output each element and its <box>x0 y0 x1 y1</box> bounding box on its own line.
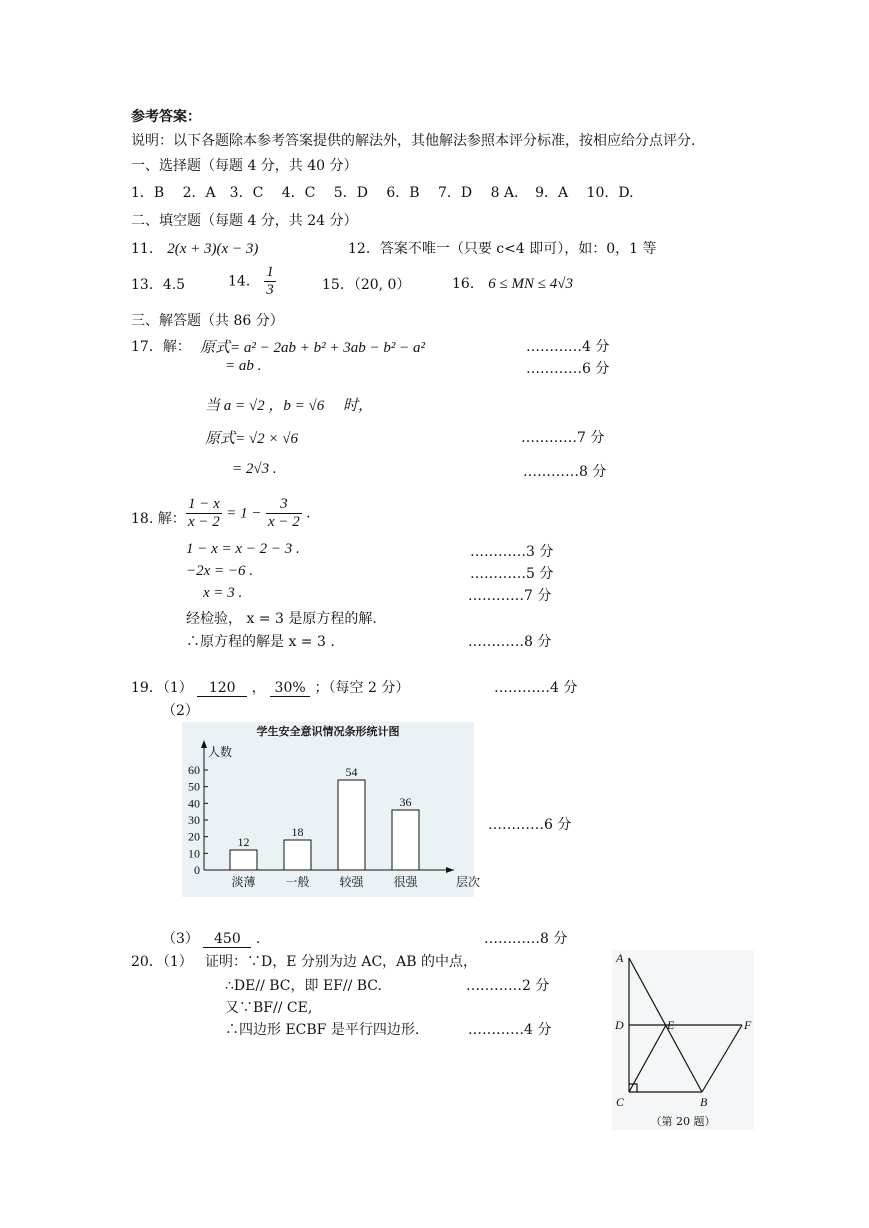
q11-number: 11． <box>131 241 163 257</box>
q13: 13．4.5 <box>131 277 186 293</box>
y-tick-label: 40 <box>188 796 200 811</box>
q17-line2-points: …………6 分 <box>526 361 610 377</box>
q14-fraction-denominator: 3 <box>266 282 274 298</box>
q20-line1: 证明：∵D，E 分别为边 AC，AB 的中点， <box>205 954 478 970</box>
bar <box>392 810 419 870</box>
q19-part1 <box>131 677 409 697</box>
q19-separator: ， <box>251 680 266 696</box>
q18-line2-points: …………3 分 <box>470 544 554 560</box>
y-tick-label: 50 <box>188 779 200 794</box>
q20-line4-points: …………4 分 <box>468 1022 552 1038</box>
q18-right-fraction <box>266 496 302 531</box>
bar-value-label: 12 <box>237 835 250 849</box>
point-label-c: C <box>616 1095 625 1109</box>
q17-line5: = 2√3 . <box>232 461 277 477</box>
x-axis-label: 层次 <box>456 875 481 889</box>
part2-title: 二、填空题（每题 4 分，共 24 分） <box>131 213 358 229</box>
point-label-a: A <box>616 951 624 965</box>
figure-caption: （第 20 题） <box>650 1115 716 1128</box>
x-tick-label: 较强 <box>339 875 364 889</box>
q18-left-denominator: x − 2 <box>188 514 220 530</box>
part1-title: 一、选择题（每题 4 分，共 40 分） <box>131 158 358 174</box>
q20-line2-points: …………2 分 <box>466 978 550 994</box>
q16-number: 16． <box>452 276 484 292</box>
q19-blank2: 30% <box>270 680 310 697</box>
q18-line6: ∴原方程的解是 x = 3 . <box>186 634 335 650</box>
q19-chart-points: …………6 分 <box>488 817 572 833</box>
point-label-e: E <box>667 1018 675 1032</box>
q16 <box>452 273 573 293</box>
bar-chart-svg <box>182 722 481 897</box>
q19-sub2-label: （2） <box>162 703 199 719</box>
answer-heading: 参考答案： <box>131 109 201 125</box>
q17-line3: 当 a = √2 ，b = √6 时， <box>205 398 373 414</box>
point-label-b: B <box>700 1095 708 1109</box>
y-tick-label: 10 <box>188 846 200 861</box>
q18-equation <box>186 496 311 531</box>
q18-right-denominator: x − 2 <box>267 514 300 530</box>
q18-line2: 1 − x = x − 2 − 3 . <box>186 541 300 557</box>
q14 <box>228 264 276 299</box>
q17-line4-points: …………7 分 <box>521 430 605 446</box>
q17-line4: 原式= √2 × √6 <box>205 431 298 447</box>
q20-label: 20．（1） <box>131 954 193 970</box>
q20-line3: 又∵BF// CE, <box>225 1000 313 1016</box>
q17-line1-points: …………4 分 <box>526 339 610 355</box>
q17-line2: = ab . <box>225 358 262 374</box>
q11 <box>131 238 258 258</box>
q18-right-numerator: 3 <box>266 496 302 514</box>
q19-label: 19．（1） <box>131 680 193 696</box>
chart-title: 学生安全意识情况条形统计图 <box>256 725 400 738</box>
q19-blank3: 450 <box>203 931 251 948</box>
bar <box>338 780 365 870</box>
q18-line6-points: …………8 分 <box>468 634 552 650</box>
q18-line5: 经检验， x = 3 是原方程的解. <box>186 611 377 627</box>
bar-value-label: 54 <box>345 765 358 779</box>
y-tick-label: 0 <box>194 863 200 877</box>
y-tick-label: 30 <box>188 813 200 827</box>
q17-line1: 原式= a² − 2ab + b² + 3ab − b² − a² <box>200 340 425 356</box>
q19-tail: ；（每空 2 分） <box>314 680 410 696</box>
q18-line3: −2x = −6 . <box>186 563 254 579</box>
q12: 12．答案不唯一（只要 c<4 即可），如：0，1 等 <box>348 241 657 257</box>
geometry-figure-svg <box>612 950 754 1130</box>
q11-answer: 2(x + 3)(x − 3) <box>167 241 259 257</box>
bar <box>230 850 257 870</box>
x-tick-label: 一般 <box>285 875 310 889</box>
y-axis-label: 人数 <box>208 745 233 759</box>
q18-label: 18. 解： <box>131 511 186 527</box>
q19-sub3-label: （3） <box>162 931 199 947</box>
segment-ce <box>629 1025 666 1092</box>
x-axis-arrow <box>446 867 454 873</box>
part1-answers: 1．B 2．A 3．C 4．C 5．D 6．B 7．D 8 A． 9．A 10．D. <box>131 185 634 201</box>
bar <box>284 840 311 870</box>
y-tick-label: 60 <box>188 763 200 777</box>
y-tick-label: 20 <box>188 829 200 844</box>
q18-left-fraction <box>186 496 222 531</box>
q18-equals: = 1 − <box>226 505 262 522</box>
y-axis-arrow <box>201 740 207 748</box>
q20-line4: ∴四边形 ECBF 是平行四边形. <box>225 1022 420 1038</box>
q20-line2: ∴DE// BC，即 EF// BC. <box>225 978 382 994</box>
point-label-f: F <box>744 1018 752 1032</box>
x-tick-label: 很强 <box>393 875 418 889</box>
q14-fraction <box>264 264 276 299</box>
point-label-d: D <box>615 1018 624 1032</box>
q17-label: 17．解： <box>131 339 191 355</box>
bar-chart <box>182 722 481 897</box>
q15: 15．（20, 0） <box>322 277 411 293</box>
q19-line1-points: …………4 分 <box>494 680 578 696</box>
q18-period: . <box>306 505 311 522</box>
x-tick-label: 淡薄 <box>231 875 256 889</box>
q19-blank1: 120 <box>197 680 247 697</box>
scoring-note: 说明：以下各题除本参考答案提供的解法外，其他解法参照本评分标准，按相应给分点评分. <box>131 133 696 149</box>
segment-bf <box>702 1025 742 1092</box>
part3-title: 三、解答题（共 86 分） <box>131 313 284 329</box>
q18-left-numerator: 1 − x <box>188 496 220 512</box>
q18-line4: x = 3 . <box>203 585 243 601</box>
q17-line5-points: …………8 分 <box>523 464 607 480</box>
q18-line4-points: …………7 分 <box>468 588 552 604</box>
bar-value-label: 36 <box>399 795 412 809</box>
geometry-figure <box>612 950 754 1130</box>
q18-line3-points: …………5 分 <box>470 566 554 582</box>
q19-part3 <box>162 928 260 948</box>
q14-fraction-numerator: 1 <box>266 264 274 280</box>
bar-value-label: 18 <box>291 825 304 839</box>
q19-sub3-tail: . <box>255 931 261 947</box>
q16-answer: 6 ≤ MN ≤ 4√3 <box>488 276 573 292</box>
q14-number: 14． <box>228 273 260 290</box>
q19-line3-points: …………8 分 <box>484 931 568 947</box>
